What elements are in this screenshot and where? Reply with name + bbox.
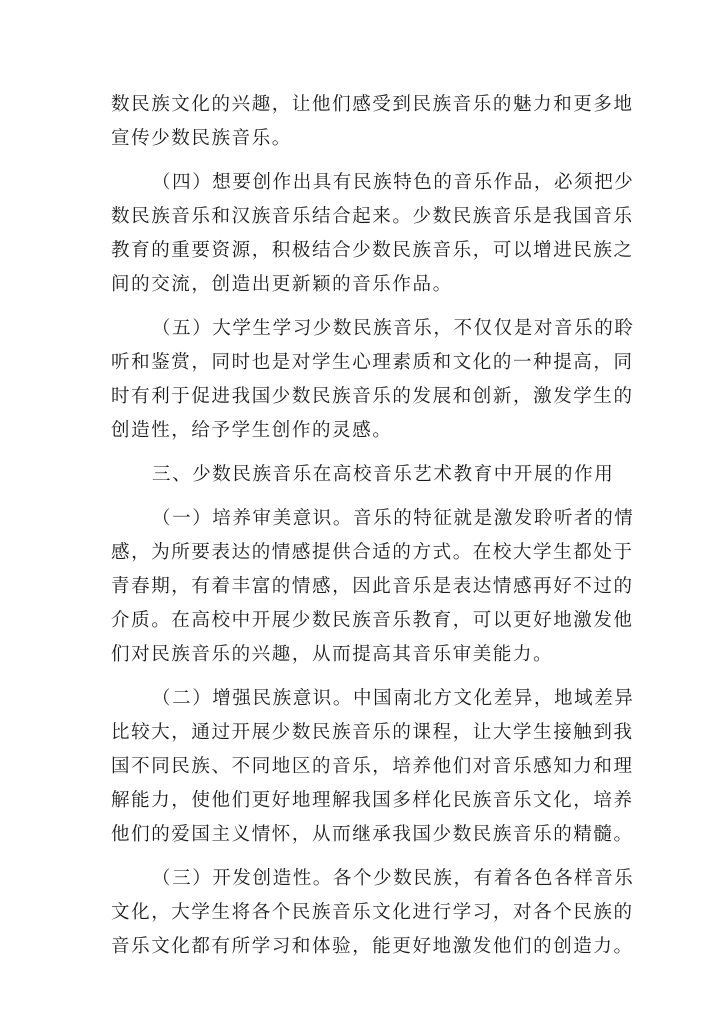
text-line: 创造性，给予学生创作的灵感。 [111, 420, 393, 441]
text-line: （五）大学生学习少数民族音乐，不仅仅是对音乐的聆 [152, 318, 635, 339]
text-line: （二）增强民族意识。中国南北方文化差异，地域差异 [152, 688, 635, 709]
text-line: 感，为所要表达的情感提供合适的方式。在校大学生都处于 [111, 542, 634, 563]
text-line: 他们的爱国主义情怀，从而继承我国少数民族音乐的精髓。 [111, 824, 634, 845]
text-line: 解能力，使他们更好地理解我国多样化民族音乐文化，培养 [111, 790, 634, 811]
text-line: （四）想要创作出具有民族特色的音乐作品，必须把少 [152, 172, 635, 193]
text-line: 介质。在高校中开展少数民族音乐教育，可以更好地激发他 [111, 610, 634, 631]
text-line: 间的交流，创造出更新颖的音乐作品。 [111, 274, 453, 295]
text-line: 国不同民族、不同地区的音乐，培养他们对音乐感知力和理 [111, 756, 634, 777]
text-line: 教育的重要资源，积极结合少数民族音乐，可以增进民族之 [111, 240, 634, 261]
text-line: 音乐文化都有所学习和体验，能更好地激发他们的创造力。 [111, 936, 634, 957]
text-line: （三）开发创造性。各个少数民族，有着各色各样音乐 [152, 868, 635, 889]
text-line: 青春期，有着丰富的情感，因此音乐是表达情感再好不过的 [111, 576, 634, 597]
text-line: 们对民族音乐的兴趣，从而提高其音乐审美能力。 [111, 644, 554, 665]
paragraph-one [111, 502, 651, 672]
paragraph-five [111, 312, 651, 448]
section-heading [111, 458, 651, 492]
heading-text: 三、少数民族音乐在高校音乐艺术教育中开展的作用 [152, 464, 615, 485]
text-line: 宣传少数民族音乐。 [111, 128, 292, 149]
text-line: 听和鉴赏，同时也是对学生心理素质和文化的一种提高，同 [111, 352, 634, 373]
paragraph-continued [111, 88, 651, 156]
paragraph-three [111, 862, 651, 964]
text-line: 时有利于促进我国少数民族音乐的发展和创新，激发学生的 [111, 386, 634, 407]
text-line: 数民族音乐和汉族音乐结合起来。少数民族音乐是我国音乐 [111, 206, 634, 227]
paragraph-two [111, 682, 651, 852]
text-line: 数民族文化的兴趣，让他们感受到民族音乐的魅力和更多地 [111, 94, 634, 115]
paragraph-four [111, 166, 651, 302]
document-body [111, 88, 651, 964]
text-line: （一）培养审美意识。音乐的特征就是激发聆听者的情 [152, 508, 635, 529]
text-line: 文化，大学生将各个民族音乐文化进行学习，对各个民族的 [111, 902, 634, 923]
text-line: 比较大，通过开展少数民族音乐的课程，让大学生接触到我 [111, 722, 634, 743]
